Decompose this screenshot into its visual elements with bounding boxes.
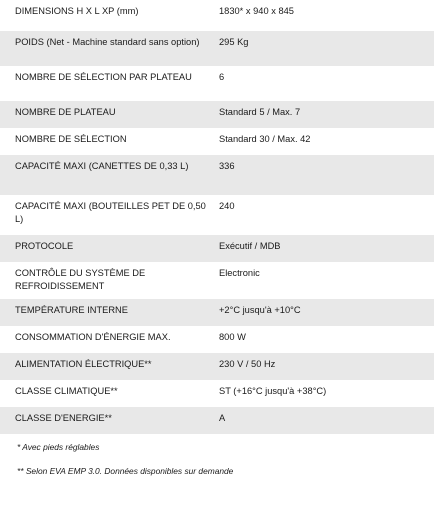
spec-row <box>0 31 434 66</box>
footnote-eva-source: ** Selon EVA EMP 3.0. Données disponibles sur demande <box>17 466 234 476</box>
spec-label: PROTOCOLE <box>0 235 212 262</box>
footnote-adjustable-feet: * Avec pieds réglables <box>17 442 100 452</box>
spec-value: +2°C jusqu'à +10°C <box>212 299 434 326</box>
spec-row <box>0 128 434 155</box>
spec-label: NOMBRE DE SÉLECTION <box>0 128 212 155</box>
spec-label: CAPACITÉ MAXI (CANETTES DE 0,33 L) <box>0 155 212 195</box>
spec-row <box>0 235 434 262</box>
spec-row <box>0 380 434 407</box>
spec-value: Exécutif / MDB <box>212 235 434 262</box>
spec-value: 295 Kg <box>212 31 434 66</box>
spec-value: ST (+16°C jusqu'à +38°C) <box>212 380 434 407</box>
spec-label: CONSOMMATION D'ÉNERGIE MAX. <box>0 326 212 353</box>
spec-value: 230 V / 50 Hz <box>212 353 434 380</box>
spec-row <box>0 299 434 326</box>
spec-value: Electronic <box>212 262 434 299</box>
spec-value: 240 <box>212 195 434 235</box>
footnotes <box>0 442 434 476</box>
spec-value: Standard 30 / Max. 42 <box>212 128 434 155</box>
spec-value: A <box>212 407 434 434</box>
spec-label: NOMBRE DE SÉLECTION PAR PLATEAU <box>0 66 212 101</box>
spec-value: 800 W <box>212 326 434 353</box>
spec-row <box>0 353 434 380</box>
spec-row <box>0 0 434 31</box>
spec-value: 1830* x 940 x 845 <box>212 0 434 31</box>
spec-row <box>0 326 434 353</box>
spec-row <box>0 407 434 434</box>
spec-label: CLASSE D'ENERGIE** <box>0 407 212 434</box>
spec-value: Standard 5 / Max. 7 <box>212 101 434 128</box>
spec-label: TEMPÉRATURE INTERNE <box>0 299 212 326</box>
spec-row <box>0 195 434 235</box>
spec-label: POIDS (Net - Machine standard sans option) <box>0 31 212 66</box>
spec-label: CLASSE CLIMATIQUE** <box>0 380 212 407</box>
spec-label: CONTRÔLE DU SYSTÈME DE REFROIDISSEMENT <box>0 262 212 299</box>
spec-row <box>0 66 434 101</box>
spec-label: DIMENSIONS H X L XP (mm) <box>0 0 212 31</box>
spec-value: 336 <box>212 155 434 195</box>
spec-label: CAPACITÉ MAXI (BOUTEILLES PET DE 0,50 L) <box>0 195 212 235</box>
spec-row <box>0 262 434 299</box>
spec-value: 6 <box>212 66 434 101</box>
spec-row <box>0 155 434 195</box>
spec-label: ALIMENTATION ÉLECTRIQUE** <box>0 353 212 380</box>
spec-row <box>0 101 434 128</box>
spec-label: NOMBRE DE PLATEAU <box>0 101 212 128</box>
